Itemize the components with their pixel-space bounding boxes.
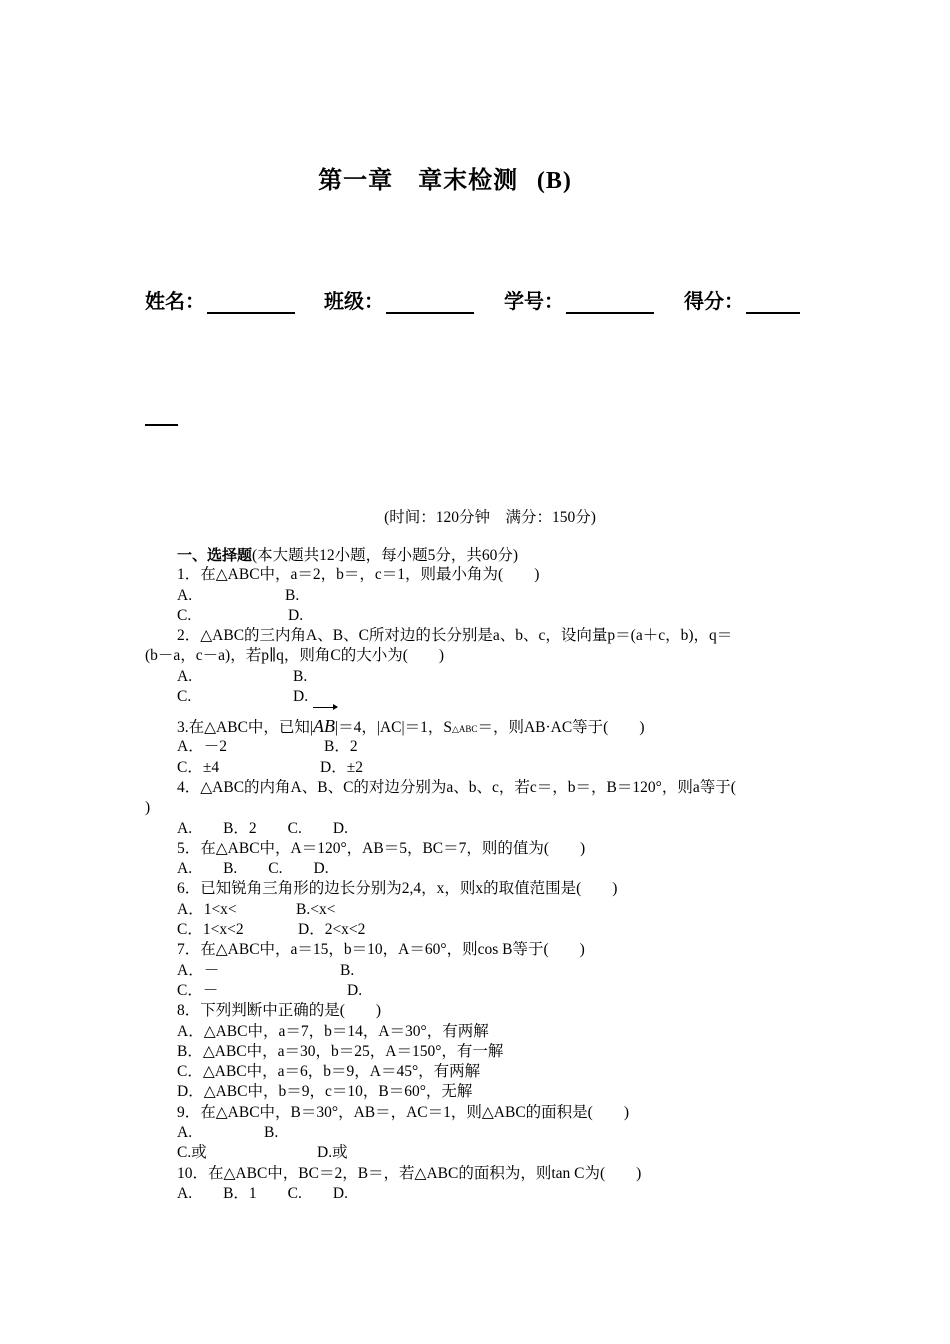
q7-option-d[interactable]: D. [347, 981, 363, 999]
score-field[interactable] [684, 285, 800, 314]
q8-stem: 8．下列判断中正确的是( ) [177, 1002, 382, 1020]
q3-options-ab [177, 737, 807, 757]
vector-ab: AB [313, 707, 335, 745]
question-list [145, 545, 807, 1204]
q4-stem-line2: ) [145, 799, 151, 817]
q3-stem-start: 3.在△ABC中，已知| [177, 719, 314, 737]
q6-stem: 6．已知锐角三角形的边长分别为2,4，x，则x的取值范围是( ) [177, 880, 618, 898]
q1-option-b[interactable]: B. [285, 586, 300, 604]
q9-option-d[interactable]: D.或 [317, 1144, 348, 1162]
section-note: (本大题共12小题，每小题5分，共60分) [252, 547, 519, 564]
q9-option-a[interactable]: A. [177, 1124, 193, 1142]
student-id-blank[interactable] [566, 294, 654, 314]
q7-option-b[interactable]: B. [340, 961, 355, 979]
name-field[interactable] [145, 285, 295, 314]
student-id-field[interactable] [504, 285, 654, 314]
q5-stem: 5．在△ABC中，A＝120°，AB＝5，BC＝7，则的值为( ) [177, 839, 586, 857]
q3-stem-mid: |＝4，|AC|＝1，S [335, 719, 452, 737]
q9-options-cd [177, 1143, 807, 1163]
q9-options-ab [177, 1123, 807, 1143]
q3-option-d[interactable]: D．±2 [320, 758, 363, 776]
q10-stem: 10．在△ABC中，BC＝2，B＝，若△ABC的面积为，则tan C为( ) [177, 1164, 642, 1182]
name-blank[interactable] [207, 294, 295, 314]
q8-option-c[interactable]: C．△ABC中，a＝6，b＝9，A＝45°，有两解 [177, 1063, 481, 1081]
class-field[interactable] [324, 285, 474, 314]
exam-info: (时间：120分钟 满分：150分) [384, 509, 596, 526]
q2-stem-line1: 2．△ABC的三内角A、B、C所对边的长分别是a、b、c，设向量p＝(a＋c，b)，q＝ [177, 627, 733, 645]
section-heading [177, 545, 807, 565]
class-blank[interactable] [386, 294, 474, 314]
section-title: 一、选择题 [177, 546, 253, 564]
score-label: 得分： [684, 289, 744, 313]
q4-stem-line1: 4．△ABC的内角A、B、C的对边分别为a、b、c，若c＝，b＝，B＝120°，则a等于( [177, 778, 736, 796]
q6-option-c[interactable]: C．1<x<2 [177, 921, 244, 939]
student-id-label: 学号： [504, 289, 564, 313]
q1-options-cd [177, 606, 807, 626]
title-variant: (B) [536, 168, 572, 194]
q3-area-subscript: △ABC [452, 724, 478, 735]
q3-option-b[interactable]: B．2 [324, 738, 358, 756]
q1-option-d[interactable]: D. [288, 606, 304, 624]
q10-options[interactable]: A. B．1 C. D. [177, 1184, 348, 1202]
title-chapter: 第一章 章末检测 [318, 166, 519, 194]
q4-options[interactable]: A. B．2 C. D. [177, 819, 348, 837]
q3-stem [177, 707, 807, 737]
q3-option-a[interactable]: A．－2 [177, 738, 227, 756]
q2-option-c[interactable]: C. [177, 688, 192, 706]
q6-option-d[interactable]: D．2<x<2 [298, 921, 366, 939]
q1-option-a[interactable]: A. [177, 586, 193, 604]
page-title [0, 160, 890, 195]
q1-stem: 1．在△ABC中，a＝2，b＝，c＝1，则最小角为( ) [177, 566, 540, 584]
q2-options-ab [177, 667, 807, 687]
name-label: 姓名： [145, 289, 205, 313]
q7-options-cd [177, 981, 807, 1001]
q3-stem-end: ＝，则AB·AC等于( ) [477, 719, 645, 737]
q6-options-ab [177, 900, 807, 920]
q7-option-a[interactable]: A．－ [177, 961, 220, 979]
q2-stem-line2: (b－a，c－a)，若p∥q，则角C的大小为( ) [145, 647, 445, 665]
q7-stem: 7．在△ABC中，a＝15，b＝10，A＝60°，则cos B等于( ) [177, 941, 585, 959]
q9-option-b[interactable]: B. [264, 1124, 279, 1142]
q6-option-b[interactable]: B.<x< [296, 900, 336, 918]
q1-options-ab [177, 586, 807, 606]
q9-option-c[interactable]: C.或 [177, 1144, 207, 1162]
q5-options[interactable]: A. B. C. D. [177, 860, 329, 878]
q3-option-c[interactable]: C．±4 [177, 758, 220, 776]
q9-stem: 9．在△ABC中，B＝30°，AB＝，AC＝1，则△ABC的面积是( ) [177, 1103, 630, 1121]
q7-option-c[interactable]: C．－ [177, 981, 219, 999]
score-blank-continuation [145, 424, 178, 426]
class-label: 班级： [324, 289, 384, 313]
q2-options-cd [177, 687, 807, 707]
q3-options-cd [177, 758, 807, 778]
q2-option-b[interactable]: B. [293, 667, 308, 685]
q8-option-b[interactable]: B．△ABC中，a＝30，b＝25，A＝150°，有一解 [177, 1042, 504, 1060]
q8-option-a[interactable]: A．△ABC中，a＝7，b＝14，A＝30°，有两解 [177, 1022, 489, 1040]
q1-option-c[interactable]: C. [177, 606, 192, 624]
q8-option-d[interactable]: D．△ABC中，b＝9，c＝10，B＝60°，无解 [177, 1083, 473, 1101]
q6-options-cd [177, 920, 807, 940]
q7-options-ab [177, 961, 807, 981]
q2-option-d[interactable]: D. [293, 688, 309, 706]
q6-option-a[interactable]: A．1<x< [177, 900, 237, 918]
q2-option-a[interactable]: A. [177, 667, 193, 685]
score-blank[interactable] [746, 294, 800, 314]
